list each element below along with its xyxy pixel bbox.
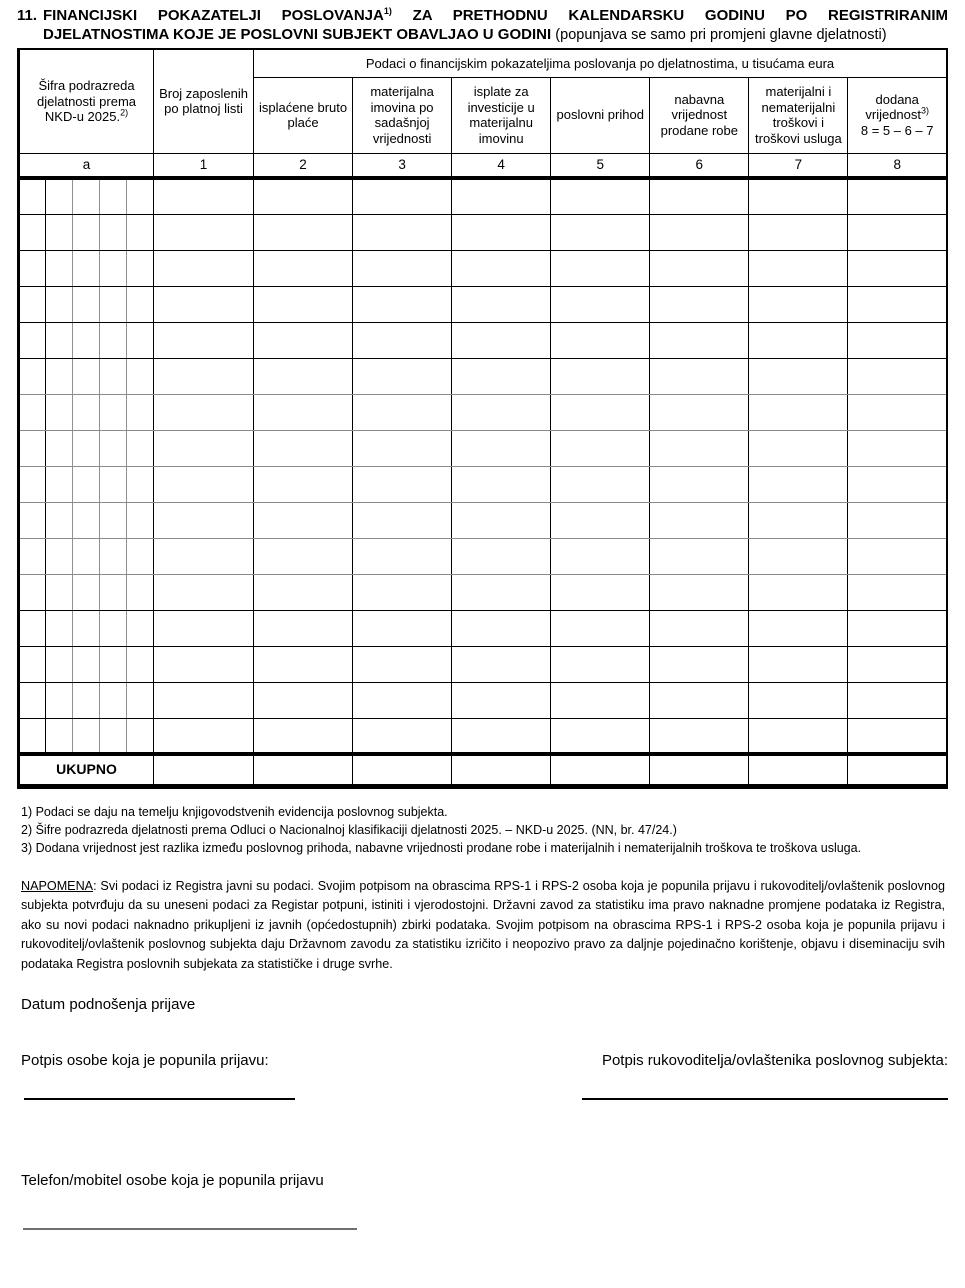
data-cell[interactable] <box>551 502 650 538</box>
data-cell[interactable] <box>749 574 848 610</box>
footnote-ref-2: 2) <box>120 107 129 118</box>
data-cell[interactable] <box>154 718 254 754</box>
nkd-code-cell[interactable] <box>19 394 46 430</box>
nkd-code-cell[interactable] <box>19 430 46 466</box>
data-cell[interactable] <box>650 322 749 358</box>
col-header-employees: Broj zaposlenih po platnoj listi <box>154 49 254 153</box>
index-1: 1 <box>154 153 254 178</box>
data-cell[interactable] <box>353 682 452 718</box>
table-row <box>19 718 948 754</box>
nkd-code-cell[interactable] <box>100 430 127 466</box>
financial-indicators-table <box>17 48 948 789</box>
data-cell[interactable] <box>749 430 848 466</box>
footnote-2: 2) Šifre podrazreda djelatnosti prema Odluci o Nacionalnoj klasifikaciji djelatnosti 2025. – NKD-u 2025. (NN, br. 47/24.) <box>21 822 677 837</box>
footnote-ref-3: 3) <box>921 105 930 116</box>
data-cell[interactable] <box>848 466 947 502</box>
nkd-code-cell[interactable] <box>19 358 46 394</box>
nkd-code-cell[interactable] <box>73 394 100 430</box>
nkd-code-cell[interactable] <box>127 322 154 358</box>
data-cell[interactable] <box>452 538 551 574</box>
nkd-code-cell[interactable] <box>46 286 73 322</box>
data-cell[interactable] <box>254 286 353 322</box>
signature-lines-row <box>17 1098 948 1100</box>
data-cell[interactable] <box>154 322 254 358</box>
data-cell[interactable] <box>650 610 749 646</box>
data-cell[interactable] <box>452 574 551 610</box>
data-cell[interactable] <box>254 250 353 286</box>
data-cell[interactable] <box>452 610 551 646</box>
nkd-code-cell[interactable] <box>19 250 46 286</box>
data-cell[interactable] <box>353 610 452 646</box>
index-6: 6 <box>650 153 749 178</box>
nkd-code-cell[interactable] <box>100 286 127 322</box>
nkd-code-cell[interactable] <box>73 358 100 394</box>
data-cell[interactable] <box>551 610 650 646</box>
nkd-code-cell[interactable] <box>100 466 127 502</box>
data-cell[interactable] <box>650 250 749 286</box>
data-cell[interactable] <box>848 502 947 538</box>
data-cell[interactable] <box>650 394 749 430</box>
data-cell[interactable] <box>749 682 848 718</box>
data-cell[interactable] <box>154 286 254 322</box>
table-row <box>19 538 948 574</box>
data-cell[interactable] <box>254 682 353 718</box>
total-label: UKUPNO <box>19 754 154 786</box>
data-cell[interactable] <box>650 178 749 214</box>
nkd-code-cell[interactable] <box>127 250 154 286</box>
data-cell[interactable] <box>749 502 848 538</box>
data-cell[interactable] <box>254 358 353 394</box>
table-row <box>19 394 948 430</box>
data-cell[interactable] <box>452 682 551 718</box>
nkd-code-cell[interactable] <box>100 502 127 538</box>
title-note: (popunjava se samo pri promjeni glavne djelatnosti) <box>555 27 887 43</box>
data-cell[interactable] <box>650 538 749 574</box>
col-header-operating-income: poslovni prihod <box>551 77 650 153</box>
data-cell[interactable] <box>749 178 848 214</box>
nkd-code-cell[interactable] <box>46 682 73 718</box>
nkd-code-cell[interactable] <box>100 214 127 250</box>
data-cell[interactable] <box>353 574 452 610</box>
nkd-code-cell[interactable] <box>73 250 100 286</box>
data-cell[interactable] <box>452 358 551 394</box>
nkd-code-cell[interactable] <box>127 718 154 754</box>
data-cell[interactable] <box>452 286 551 322</box>
total-cell[interactable] <box>650 754 749 786</box>
signature-labels-row <box>21 1052 948 1070</box>
table-row <box>19 322 948 358</box>
data-cell[interactable] <box>848 358 947 394</box>
data-cell[interactable] <box>353 430 452 466</box>
data-cell[interactable] <box>353 646 452 682</box>
nkd-code-cell[interactable] <box>46 574 73 610</box>
data-cell[interactable] <box>452 502 551 538</box>
title-line-1 <box>43 6 948 25</box>
data-cell[interactable] <box>353 286 452 322</box>
table-row <box>19 502 948 538</box>
nkd-code-cell[interactable] <box>46 250 73 286</box>
column-index-row <box>19 153 948 178</box>
nkd-code-cell[interactable] <box>46 214 73 250</box>
data-cell[interactable] <box>848 286 947 322</box>
data-cell[interactable] <box>551 358 650 394</box>
nkd-code-cell[interactable] <box>73 682 100 718</box>
index-2: 2 <box>254 153 353 178</box>
data-cell[interactable] <box>154 538 254 574</box>
data-cell[interactable] <box>650 646 749 682</box>
data-cell[interactable] <box>154 610 254 646</box>
data-cell[interactable] <box>749 322 848 358</box>
nkd-code-cell[interactable] <box>127 610 154 646</box>
data-cell[interactable] <box>154 466 254 502</box>
data-cell[interactable] <box>749 466 848 502</box>
data-cell[interactable] <box>254 178 353 214</box>
data-cell[interactable] <box>551 214 650 250</box>
data-cell[interactable] <box>848 250 947 286</box>
data-cell[interactable] <box>254 214 353 250</box>
nkd-code-cell[interactable] <box>100 358 127 394</box>
nkd-code-cell[interactable] <box>73 322 100 358</box>
nkd-code-cell[interactable] <box>46 394 73 430</box>
col-header-added-value <box>848 77 947 153</box>
table-row <box>19 646 948 682</box>
nkd-code-cell[interactable] <box>100 682 127 718</box>
total-row <box>19 754 948 786</box>
table-row <box>19 214 948 250</box>
nkd-code-cell[interactable] <box>100 250 127 286</box>
data-cell[interactable] <box>749 286 848 322</box>
table-header-row-1 <box>19 49 948 77</box>
added-value-text: dodana vrijednost <box>865 91 921 123</box>
data-cell[interactable] <box>551 430 650 466</box>
total-cell[interactable] <box>254 754 353 786</box>
footnote-3: 3) Dodana vrijednost jest razlika između poslovnog prihoda, nabavne vrijednosti prodane robe i materijalnih i nematerijalnih troškova te troškova usluga. <box>21 840 862 855</box>
title-text-rest: ZA PRETHODNU KALENDARSKU GODINU PO REGISTRIRANIM <box>412 7 948 24</box>
data-cell[interactable] <box>650 718 749 754</box>
index-4: 4 <box>452 153 551 178</box>
nkd-code-cell[interactable] <box>73 538 100 574</box>
table-row <box>19 286 948 322</box>
data-cell[interactable] <box>848 178 947 214</box>
nkd-code-cell[interactable] <box>73 646 100 682</box>
nkd-code-cell[interactable] <box>127 430 154 466</box>
data-cell[interactable] <box>154 178 254 214</box>
data-cell[interactable] <box>749 718 848 754</box>
col-header-tangible-assets: materijalna imovina po sadašnjoj vrijednosti <box>353 77 452 153</box>
section-number: 11. <box>17 7 38 24</box>
data-cell[interactable] <box>154 502 254 538</box>
data-cell[interactable] <box>353 358 452 394</box>
nkd-code-cell[interactable] <box>73 286 100 322</box>
data-cell[interactable] <box>154 646 254 682</box>
data-cell[interactable] <box>154 250 254 286</box>
data-cell[interactable] <box>650 286 749 322</box>
form-title <box>17 6 948 45</box>
data-cell[interactable] <box>650 574 749 610</box>
data-cell[interactable] <box>551 250 650 286</box>
data-cell[interactable] <box>848 394 947 430</box>
data-cell[interactable] <box>452 466 551 502</box>
data-cell[interactable] <box>353 538 452 574</box>
table-row <box>19 178 948 214</box>
data-cell[interactable] <box>154 394 254 430</box>
data-cell[interactable] <box>353 466 452 502</box>
data-cell[interactable] <box>452 646 551 682</box>
data-cell[interactable] <box>749 358 848 394</box>
nkd-code-cell[interactable] <box>127 538 154 574</box>
table-row <box>19 250 948 286</box>
nkd-code-cell[interactable] <box>100 574 127 610</box>
nkd-code-cell[interactable] <box>100 394 127 430</box>
submission-date-label: Datum podnošenja prijave <box>21 996 196 1013</box>
nkd-code-cell[interactable] <box>19 286 46 322</box>
col-header-nkd-text: Šifra podrazreda djelatnosti prema NKD-u 2025. <box>37 78 136 124</box>
nkd-code-cell[interactable] <box>127 502 154 538</box>
nkd-code-cell[interactable] <box>127 466 154 502</box>
data-cell[interactable] <box>551 682 650 718</box>
nkd-code-cell[interactable] <box>100 610 127 646</box>
data-cell[interactable] <box>452 718 551 754</box>
col-header-nkd-code <box>19 49 154 153</box>
data-cell[interactable] <box>848 538 947 574</box>
nkd-code-cell[interactable] <box>19 574 46 610</box>
nkd-code-cell[interactable] <box>19 178 46 214</box>
index-a: a <box>19 153 154 178</box>
nkd-code-cell[interactable] <box>46 646 73 682</box>
index-7: 7 <box>749 153 848 178</box>
nkd-code-cell[interactable] <box>73 214 100 250</box>
data-cell[interactable] <box>254 466 353 502</box>
data-cell[interactable] <box>154 430 254 466</box>
data-cell[interactable] <box>551 574 650 610</box>
data-cell[interactable] <box>353 214 452 250</box>
title-line-2 <box>43 25 948 45</box>
footnotes <box>21 803 948 857</box>
table-row <box>19 682 948 718</box>
data-cell[interactable] <box>154 358 254 394</box>
data-cell[interactable] <box>452 322 551 358</box>
nkd-code-cell[interactable] <box>46 610 73 646</box>
data-cell[interactable] <box>650 466 749 502</box>
nkd-code-cell[interactable] <box>19 646 46 682</box>
data-cell[interactable] <box>551 466 650 502</box>
nkd-code-cell[interactable] <box>19 538 46 574</box>
data-cell[interactable] <box>254 610 353 646</box>
data-cell[interactable] <box>452 178 551 214</box>
data-cell[interactable] <box>551 394 650 430</box>
data-cell[interactable] <box>551 322 650 358</box>
nkd-code-cell[interactable] <box>127 214 154 250</box>
data-cell[interactable] <box>848 646 947 682</box>
napomena-label: NAPOMENA <box>21 878 94 893</box>
added-value-formula: 8 = 5 – 6 – 7 <box>860 122 934 138</box>
total-cell[interactable] <box>749 754 848 786</box>
filler-signature-label: Potpis osobe koja je popunila prijavu: <box>21 1052 269 1069</box>
nkd-code-cell[interactable] <box>73 718 100 754</box>
data-cell[interactable] <box>749 214 848 250</box>
data-cell[interactable] <box>551 646 650 682</box>
data-cell[interactable] <box>848 718 947 754</box>
nkd-code-cell[interactable] <box>19 466 46 502</box>
manager-signature-line[interactable] <box>582 1098 948 1100</box>
group-header-financial-data: Podaci o financijskim pokazateljima poslovanja po djelatnostima, u tisućama eura <box>254 49 947 77</box>
data-cell[interactable] <box>254 394 353 430</box>
title-text-2: DJELATNOSTIMA KOJE JE POSLOVNI SUBJEKT OBAVLJAO U GODINI <box>43 26 552 43</box>
data-cell[interactable] <box>848 430 947 466</box>
nkd-code-cell[interactable] <box>73 610 100 646</box>
nkd-code-cell[interactable] <box>46 466 73 502</box>
data-cell[interactable] <box>254 322 353 358</box>
data-cell[interactable] <box>749 538 848 574</box>
data-cell[interactable] <box>353 178 452 214</box>
data-cell[interactable] <box>848 322 947 358</box>
data-cell[interactable] <box>154 574 254 610</box>
phone-label: Telefon/mobitel osobe koja je popunila prijavu <box>21 1172 324 1189</box>
data-cell[interactable] <box>254 502 353 538</box>
nkd-code-cell[interactable] <box>46 538 73 574</box>
table-row <box>19 610 948 646</box>
nkd-code-cell[interactable] <box>127 394 154 430</box>
table-row <box>19 466 948 502</box>
data-cell[interactable] <box>353 250 452 286</box>
data-cell[interactable] <box>749 646 848 682</box>
data-cell[interactable] <box>254 430 353 466</box>
nkd-code-cell[interactable] <box>127 682 154 718</box>
nkd-code-cell[interactable] <box>73 430 100 466</box>
total-cell[interactable] <box>452 754 551 786</box>
nkd-code-cell[interactable] <box>46 178 73 214</box>
total-cell[interactable] <box>154 754 254 786</box>
col-header-gross-pay: isplaćene bruto plaće <box>254 77 353 153</box>
total-cell[interactable] <box>551 754 650 786</box>
data-cell[interactable] <box>650 682 749 718</box>
data-cell[interactable] <box>154 214 254 250</box>
data-cell[interactable] <box>353 502 452 538</box>
nkd-code-cell[interactable] <box>100 646 127 682</box>
col-header-investments: isplate za investicije u materijalnu imovinu <box>452 77 551 153</box>
nkd-code-cell[interactable] <box>46 430 73 466</box>
nkd-code-cell[interactable] <box>73 178 100 214</box>
total-cell[interactable] <box>353 754 452 786</box>
data-cell[interactable] <box>551 178 650 214</box>
data-cell[interactable] <box>848 610 947 646</box>
data-cell[interactable] <box>452 394 551 430</box>
data-cell[interactable] <box>650 430 749 466</box>
phone-input-line[interactable] <box>23 1228 357 1230</box>
data-cell[interactable] <box>353 394 452 430</box>
data-cell[interactable] <box>154 682 254 718</box>
data-cell[interactable] <box>254 538 353 574</box>
nkd-code-cell[interactable] <box>19 718 46 754</box>
table-row <box>19 574 948 610</box>
nkd-code-cell[interactable] <box>19 682 46 718</box>
nkd-code-cell[interactable] <box>19 322 46 358</box>
data-cell[interactable] <box>650 358 749 394</box>
data-cell[interactable] <box>848 682 947 718</box>
napomena-text: : Svi podaci iz Registra javni su podaci. Svojim potpisom na obrascima RPS-1 i RPS-2 osoba koja je popunila prijavu i rukovoditelj/ovlaštenik poslovnog subjekta potvrđuju da su uneseni podaci za Registar potpuni, istiniti i vjerodostojni. Državni zavod za statistiku ima pravo naknadne promjene podataka iz Registra, ako su novi podaci naknadno prikupljeni iz javnih (općedostupnih) zbirki podataka. Svojim potpisom na obrascima RPS-1 i RPS-2 osoba koja je popunila prijavu i rukovoditelj/ovlaštenik poslovnog subjekta daju Državnom zavodu za statistiku izričito i neopozivo pravo za daljnje pojedinačno korištenje, objavu i diseminaciju svih podataka Registra poslovnih subjekata za statističke i druge svrhe. <box>21 878 945 971</box>
nkd-code-cell[interactable] <box>19 502 46 538</box>
nkd-code-cell[interactable] <box>127 574 154 610</box>
data-cell[interactable] <box>452 430 551 466</box>
title-text: FINANCIJSKI POKAZATELJI POSLOVANJA <box>43 7 384 24</box>
data-cell[interactable] <box>254 646 353 682</box>
nkd-code-cell[interactable] <box>127 178 154 214</box>
data-cell[interactable] <box>848 214 947 250</box>
table-row <box>19 430 948 466</box>
data-cell[interactable] <box>353 322 452 358</box>
data-cell[interactable] <box>452 250 551 286</box>
data-cell[interactable] <box>452 214 551 250</box>
nkd-code-cell[interactable] <box>100 538 127 574</box>
nkd-code-cell[interactable] <box>73 466 100 502</box>
data-cell[interactable] <box>650 214 749 250</box>
data-cell[interactable] <box>749 250 848 286</box>
data-cell[interactable] <box>848 574 947 610</box>
napomena-paragraph <box>21 877 945 975</box>
nkd-code-cell[interactable] <box>73 574 100 610</box>
footnote-ref-1: 1) <box>383 6 392 16</box>
data-cell[interactable] <box>650 502 749 538</box>
nkd-code-cell[interactable] <box>46 358 73 394</box>
data-cell[interactable] <box>254 574 353 610</box>
table-row <box>19 358 948 394</box>
nkd-code-cell[interactable] <box>100 178 127 214</box>
data-cell[interactable] <box>551 286 650 322</box>
nkd-code-cell[interactable] <box>100 718 127 754</box>
footnote-1: 1) Podaci se daju na temelju knjigovodstvenih evidencija poslovnog subjekta. <box>21 804 448 819</box>
nkd-code-cell[interactable] <box>19 214 46 250</box>
nkd-code-cell[interactable] <box>46 322 73 358</box>
nkd-code-cell[interactable] <box>100 322 127 358</box>
data-cell[interactable] <box>551 538 650 574</box>
nkd-code-cell[interactable] <box>127 358 154 394</box>
total-cell[interactable] <box>848 754 947 786</box>
nkd-code-cell[interactable] <box>127 286 154 322</box>
data-cell[interactable] <box>254 718 353 754</box>
data-cell[interactable] <box>749 394 848 430</box>
nkd-code-cell[interactable] <box>73 502 100 538</box>
index-5: 5 <box>551 153 650 178</box>
data-cell[interactable] <box>551 718 650 754</box>
manager-signature-label: Potpis rukovoditelja/ovlaštenika poslovnog subjekta: <box>601 1052 948 1069</box>
data-cell[interactable] <box>749 610 848 646</box>
data-cell[interactable] <box>353 718 452 754</box>
nkd-code-cell[interactable] <box>46 718 73 754</box>
nkd-code-cell[interactable] <box>19 610 46 646</box>
col-header-costs: materijalni i nematerijalni troškovi i troškovi usluga <box>749 77 848 153</box>
filler-signature-line[interactable] <box>24 1098 295 1100</box>
index-3: 3 <box>353 153 452 178</box>
nkd-code-cell[interactable] <box>46 502 73 538</box>
nkd-code-cell[interactable] <box>127 646 154 682</box>
index-8: 8 <box>848 153 947 178</box>
col-header-purchase-value: nabavna vrijednost prodane robe <box>650 77 749 153</box>
